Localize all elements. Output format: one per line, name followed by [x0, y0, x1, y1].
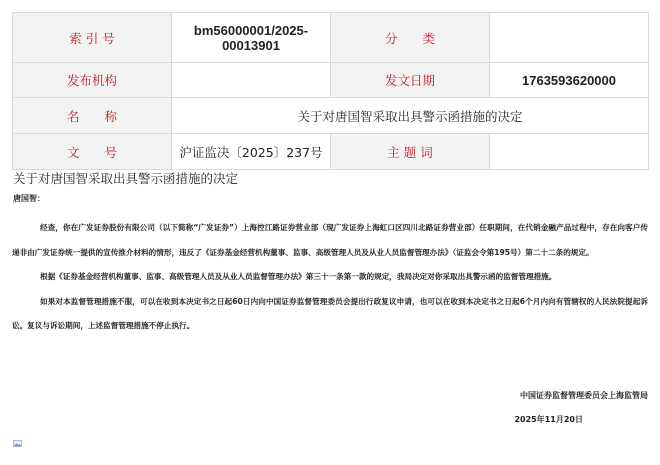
issuer-value — [172, 63, 331, 98]
index-label: 索 引 号 — [13, 13, 172, 63]
name-value: 关于对唐国智采取出具警示函措施的决定 — [172, 98, 649, 134]
subject-label: 主 题 词 — [331, 134, 490, 170]
docno-label: 文 号 — [13, 134, 172, 170]
signature-date: 2025年11月20日 — [514, 415, 583, 424]
docno-value: 沪证监决〔2025〕237号 — [172, 134, 331, 170]
paragraph: 根据《证券基金经营机构董事、监事、高级管理人员及从业人员监督管理办法》第三十一条第一款的规定，我局决定对你采取出具警示函的监督管理措施。 — [40, 272, 557, 281]
date-label: 发文日期 — [331, 63, 490, 98]
image-icon[interactable] — [13, 440, 22, 447]
category-value — [490, 13, 649, 63]
name-label: 名 称 — [13, 98, 172, 134]
paragraph: 如果对本监督管理措施不服，可以在收到本决定书之日起60日内向中国证券监督管理委员会提出行政复议申请，也可以在收到本决定书之日起6个月内向有管辖权的人民法院提起诉讼。复议与诉讼期间，上述监督管理措施不停止执行。 — [12, 296, 648, 330]
metadata-row — [13, 134, 649, 170]
signature-org: 中国证券监督管理委员会上海监管局 — [520, 391, 648, 400]
issuer-label: 发布机构 — [13, 63, 172, 98]
paragraph: 经查，你在广发证券股份有限公司（以下简称“广发证券”）上海控江路证券营业部（现广发证券上海虹口区四川北路证券营业部）任职期间，在代销金融产品过程中，存在向客户传递非由广发证券统一提供的宣传推介材料的情形，违反了《证券基金经营机构董事、监事、高级管理人员及从业人员监督管理办法》（证监会令第195号）第二十二条的规定。 — [12, 223, 648, 257]
document-title: 关于对唐国智采取出具警示函措施的决定 — [13, 171, 239, 186]
metadata-row — [13, 98, 649, 134]
addressee: 唐国智： — [13, 194, 45, 203]
document-body — [12, 171, 648, 339]
subject-value — [490, 134, 649, 170]
category-label: 分 类 — [331, 13, 490, 63]
metadata-row — [13, 13, 649, 63]
index-value: bm56000001/2025-00013901 — [172, 13, 331, 63]
metadata-row — [13, 63, 649, 98]
metadata-table — [12, 12, 649, 170]
date-value: 1763593620000 — [490, 63, 649, 98]
